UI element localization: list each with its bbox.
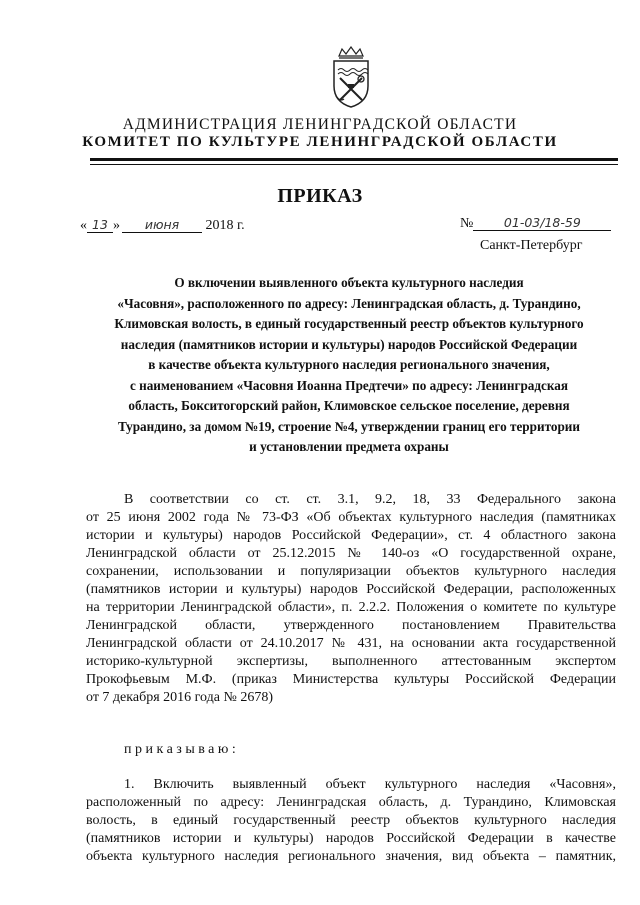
title-line: «Часовня», расположенного по адресу: Ленинградская область, д. Турандино, (117, 295, 581, 311)
order-item-1 (86, 776, 616, 866)
date-close-quote: » (113, 218, 120, 233)
document-title (84, 273, 614, 458)
header-divider-thin (90, 164, 618, 165)
title-line: О включении выявленного объекта культурного наследия (174, 275, 524, 290)
organization-name-line2: КОМИТЕТ ПО КУЛЬТУРЕ ЛЕНИНГРАДСКОЙ ОБЛАСТИ (82, 134, 558, 150)
order-word: приказываю: (124, 742, 240, 757)
item-line: (памятников истории и культуры) народов Российской Федерации в качестве (86, 831, 616, 846)
organization-name-line1: АДМИНИСТРАЦИЯ ЛЕНИНГРАДСКОЙ ОБЛАСТИ (122, 116, 518, 133)
item-line: 1. Включить выявленный объект культурного наследия «Часовня», (124, 777, 616, 792)
date-open-quote: « (80, 218, 87, 233)
title-line: и установлении предмета охраны (249, 439, 449, 454)
preamble-line: Прокофьевым М.Ф. (приказ Министерства культуры Российской Федерации (86, 672, 616, 687)
document-type: ПРИКАЗ (277, 185, 363, 207)
title-line: с наименованием «Часовня Иоанна Предтечи» по адресу: Ленинградская (129, 377, 569, 393)
title-line: область, Бокситогорский район, Климовское сельское поселение, деревня (128, 398, 570, 413)
item-line: волость, в единый государственный реестр объектов культурного наследия (86, 813, 616, 828)
document-date (80, 218, 245, 234)
preamble-line: от 25 июня 2002 года № 73-ФЗ «Об объектах культурного наследия (памятниках (86, 510, 616, 525)
document-number (460, 216, 611, 232)
item-line: объекта культурного наследия регионального значения, вид объекта – памятник, (86, 849, 616, 864)
leningrad-oblast-coat-of-arms-icon (330, 46, 372, 108)
title-line: в качестве объекта культурного наследия регионального значения, (148, 357, 550, 372)
preamble-line: от 7 декабря 2016 года № 2678) (86, 690, 273, 705)
date-day: 13 (87, 218, 113, 233)
preamble-line: Ленинградской области, утвержденного постановлением Правительства (86, 618, 616, 633)
document-city: Санкт-Петербург (480, 238, 583, 253)
item-line: расположенный по адресу: Ленинградская область, д. Турандино, Климовская (86, 795, 616, 810)
header-divider-thick (90, 158, 618, 161)
preamble-line: на территории Ленинградской области», п. 2.2.2. Положения о комитете по культуре (86, 600, 616, 615)
date-year: 2018 г. (205, 218, 245, 233)
preamble-line: (памятников истории и культуры) народов Российской Федерации, расположенных (86, 582, 616, 597)
date-month: июня (122, 218, 202, 233)
preamble-paragraph (86, 491, 616, 707)
title-line: Турандино, за домом №19, строение №4, утверждении границ его территории (117, 418, 581, 434)
title-line: наследия (памятников истории и культуры) народов Российской Федерации (120, 336, 578, 352)
preamble-line: историко-культурной экспертизы, выполненного аттестованным экспертом (86, 654, 616, 669)
preamble-line: Ленинградской области от 24.10.2017 № 431, на основании акта государственной (86, 636, 616, 651)
preamble-line: Ленинградской области от 25.12.2015 № 140-оз «О государственной охране, (86, 546, 616, 561)
preamble-line: сохранении, использовании и популяризации объектов культурного наследия (86, 564, 616, 579)
number-value: 01-03/18-59 (473, 216, 611, 231)
preamble-line: истории и культуры) народов Российской Федерации», ст. 4 областного закона (86, 528, 616, 543)
number-prefix: № (460, 216, 474, 231)
title-line: Климовская волость, в единый государственный реестр объектов культурного (114, 316, 584, 331)
preamble-line: В соответствии со ст. ст. 3.1, 9.2, 18, 33 Федерального закона (124, 492, 616, 507)
